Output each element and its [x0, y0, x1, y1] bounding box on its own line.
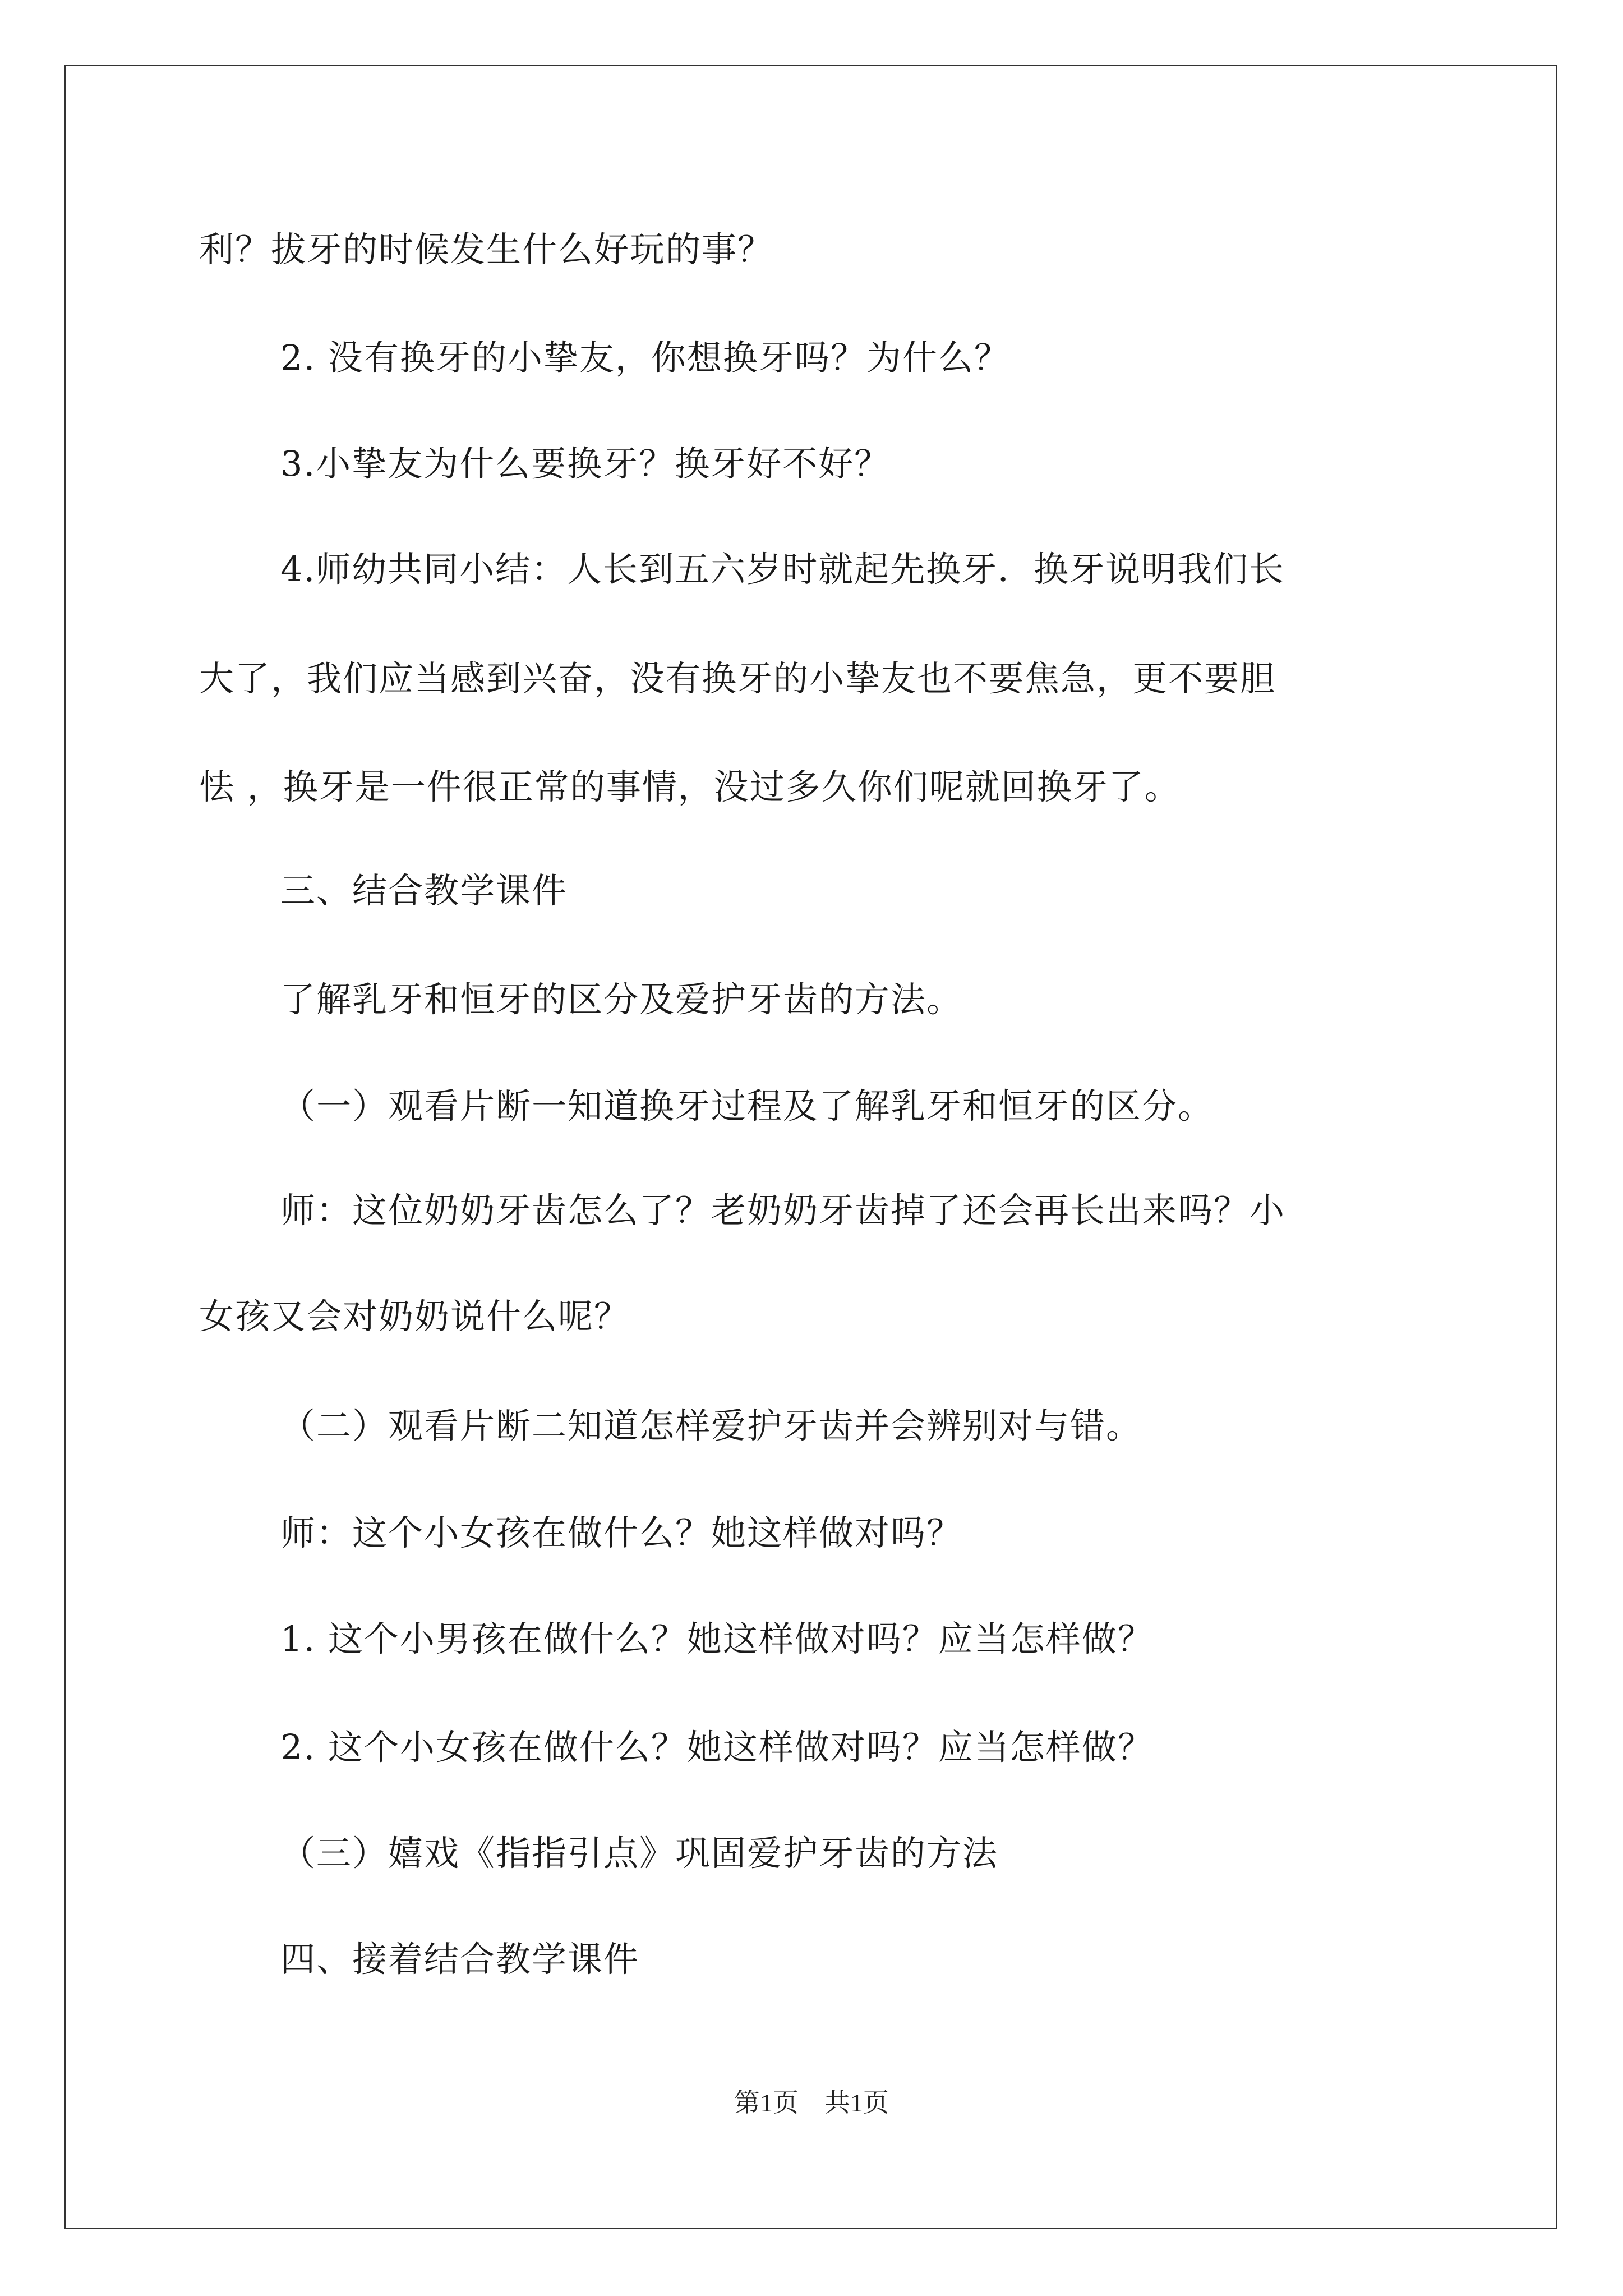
page-border: [64, 65, 1557, 2229]
text-line-3: 3.小挚友为什么要换牙？换牙好不好？: [280, 443, 891, 484]
page-footer: 第1页 共1页: [734, 2088, 889, 2117]
text-line-14: 1. 这个小男孩在做什么？她这样做对吗？应当怎样做？: [280, 1618, 1154, 1659]
text-line-8: 了解乳牙和恒牙的区分及爱护牙齿的方法。: [280, 979, 963, 1020]
text-line-4: 4.师幼共同小结：人长到五六岁时就起先换牙．换牙说明我们长: [280, 549, 1285, 590]
text-line-15: 2. 这个小女孩在做什么？她这样做对吗？应当怎样做？: [280, 1727, 1154, 1768]
text-line-13: 师：这个小女孩在做什么？她这样做对吗？: [280, 1512, 963, 1553]
text-line-12: （二）观看片断二知道怎样爱护牙齿并会辨别对与错。: [280, 1405, 1142, 1446]
text-line-2: 2. 没有换牙的小挚友，你想换牙吗？为什么？: [280, 337, 1010, 378]
text-line-10: 师：这位奶奶牙齿怎么了？老奶奶牙齿掉了还会再长出来吗？小: [280, 1190, 1286, 1231]
section-heading-3: 三、结合教学课件: [280, 870, 568, 911]
text-line-16: （三）嬉戏《指指引点》巩固爱护牙齿的方法: [280, 1833, 999, 1874]
section-heading-4: 四、接着结合教学课件: [280, 1939, 640, 1980]
text-line-9: （一）观看片断一知道换牙过程及了解乳牙和恒牙的区分。: [280, 1085, 1214, 1126]
text-line-1: 利？拔牙的时候发生什么好玩的事？: [199, 229, 774, 270]
text-line-5: 大了，我们应当感到兴奋，没有换牙的小挚友也不要焦急，更不要胆: [199, 658, 1276, 699]
text-line-6: 怯 ，换牙是一件很正常的事情，没过多久你们呢就回换牙了。: [199, 766, 1181, 807]
text-line-11: 女孩又会对奶奶说什么呢？: [199, 1296, 630, 1337]
